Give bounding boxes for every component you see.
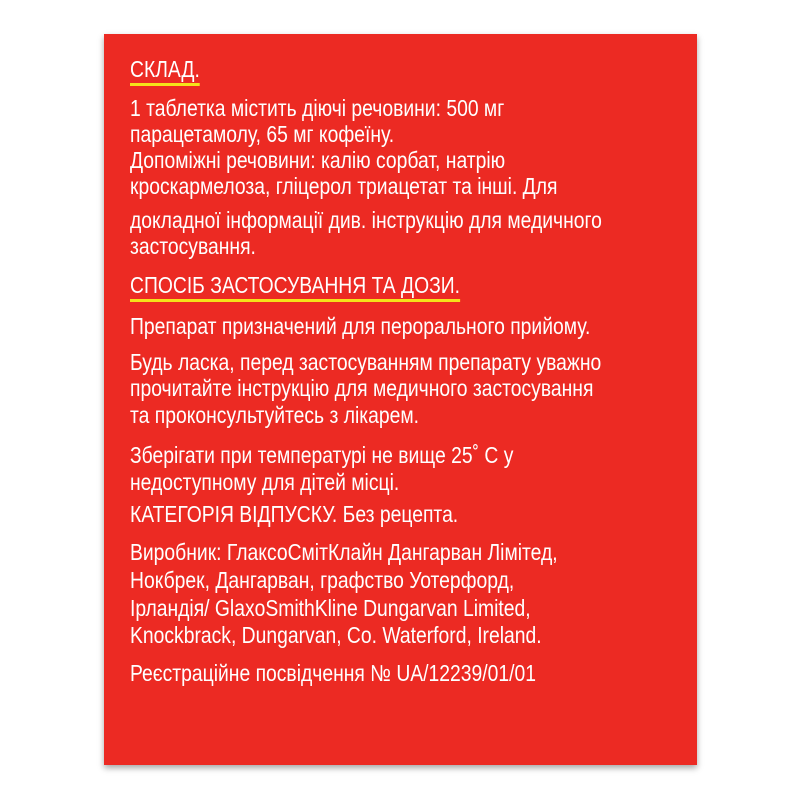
text-line: докладної інформації див. інструкцію для медичного [130, 207, 602, 233]
text-line: кроскармелоза, гліцерол триацетат та інші. Для [130, 173, 558, 199]
text-line: Препарат призначений для перорального прийому. [130, 313, 591, 339]
usage-heading [130, 272, 460, 302]
text-line: Нокбрек, Дангарван, графство Уотерфорд, [130, 567, 515, 593]
text-line: Ірландія/ GlaxoSmithKline Dungarvan Limited, [130, 595, 531, 621]
text-line: Будь ласка, перед застосуванням препарату уважно [130, 349, 602, 375]
composition-heading-text: СКЛАД. [130, 56, 200, 86]
text-line: недоступному для дітей місці. [130, 469, 400, 495]
text-line: та проконсультуйтесь з лікарем. [130, 402, 420, 428]
package-panel [104, 34, 697, 765]
text-line: парацетамолу, 65 мг кофеїну. [130, 121, 395, 147]
text-line: Допоміжні речовини: калію сорбат, натрію [130, 147, 506, 173]
text-line: Зберігати при температурі не вище 25˚ С у [130, 442, 514, 468]
text-line: КАТЕГОРІЯ ВІДПУСКУ. Без рецепта. [130, 501, 459, 527]
registration-number: Реєстраційне посвідчення № UA/12239/01/01 [130, 660, 536, 686]
usage-heading-text: СПОСІБ ЗАСТОСУВАННЯ ТА ДОЗИ. [130, 272, 460, 302]
text-line: застосування. [130, 233, 256, 259]
text-line: Виробник: ГлаксоСмітКлайн Дангарван Лімітед, [130, 539, 558, 565]
text-line: 1 таблетка містить діючі речовини: 500 мг [130, 95, 505, 121]
text-line: Knockbrack, Dungarvan, Co. Waterford, Ireland. [130, 622, 542, 648]
text-line: прочитайте інструкцію для медичного застосування [130, 375, 594, 401]
composition-heading [130, 56, 200, 86]
